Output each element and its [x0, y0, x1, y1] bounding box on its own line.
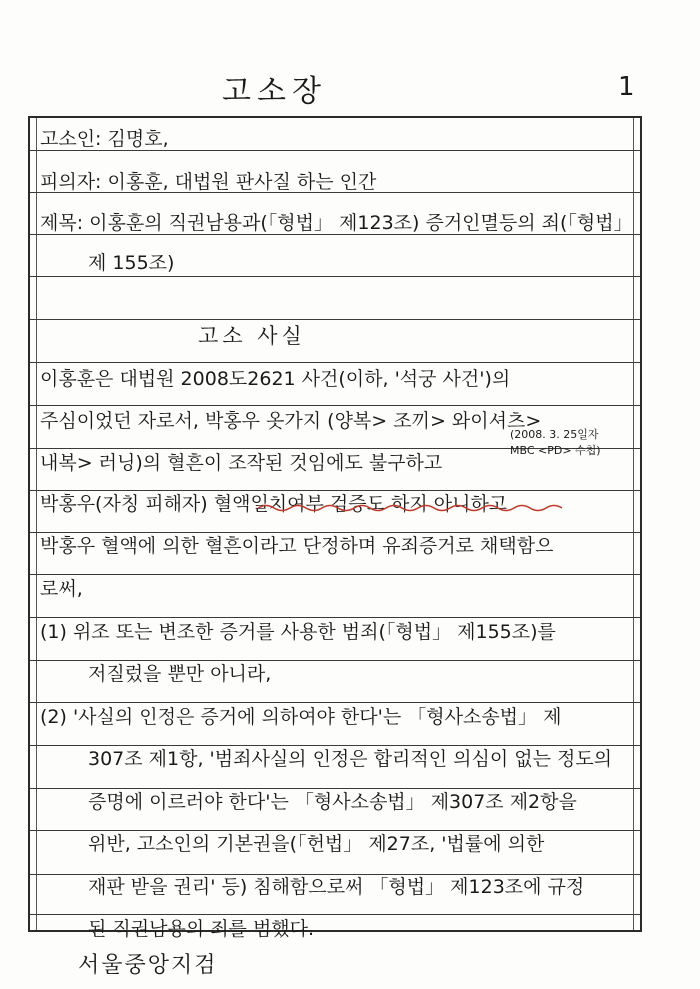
court-name: 서울중앙지검	[78, 953, 218, 978]
text-line: (2) '사실의 인정은 증거에 의하여야 한다'는 「형사소송법」 제	[40, 706, 562, 728]
right-margin-line	[633, 118, 634, 930]
text-line: 내복> 러닝)의 혈흔이 조작된 것임에도 불구하고	[40, 452, 443, 474]
rule-line	[30, 362, 640, 363]
text-line: 로써,	[40, 578, 83, 600]
text-line: 주심이었던 자로서, 박홍우 옷가지 (양복> 조끼> 와이셔츠>	[40, 410, 542, 432]
document-title: 고소장	[222, 74, 327, 109]
text-line: 이홍훈은 대법원 2008도2621 사건(이하, '석궁 사건')의	[40, 368, 511, 390]
side-note-line-1: (2008. 3. 25일자	[510, 428, 599, 441]
page-number: 1	[618, 72, 636, 102]
text-line: 고소 사실	[198, 324, 306, 348]
text-line: 제목: 이홍훈의 직권남용과(「형법」 제123조) 증거인멸등의 죄(「형법」	[40, 212, 633, 234]
text-line: 된 직권남용의 죄를 범했다.	[88, 918, 315, 940]
text-line: 위반, 고소인의 기본권을(「헌법」 제27조, '법률에 의한	[88, 833, 545, 855]
text-line: 제 155조)	[88, 252, 175, 274]
rule-line	[30, 319, 640, 320]
text-line: 피의자: 이홍훈, 대법원 판사질 하는 인간	[40, 171, 377, 193]
text-line: 박홍우 혈액에 의한 혈흔이라고 단정하며 유죄증거로 채택함으	[40, 535, 554, 557]
text-line: 재판 받을 권리' 등) 침해함으로써 「형법」 제123조에 규정	[88, 876, 585, 898]
side-note-line-2: MBC <PD> 수첩)	[510, 444, 601, 457]
rule-line	[30, 276, 640, 277]
text-line: 증명에 이르러야 한다'는 「형사소송법」 제307조 제2항을	[88, 791, 577, 813]
left-margin-line	[36, 118, 37, 930]
text-line: (1) 위조 또는 변조한 증거를 사용한 범죄(「형법」 제155조)를	[40, 621, 556, 643]
text-line: 307조 제1항, '범죄사실의 인정은 합리적인 의심이 없는 정도의	[88, 748, 613, 770]
text-line: 박홍우(자칭 피해자) 혈액일치여부 검증도 하지 아니하고	[40, 493, 508, 515]
red-wavy-underline	[258, 503, 568, 513]
text-line: 저질렀을 뿐만 아니라,	[88, 663, 272, 685]
rule-line	[30, 574, 640, 575]
text-line: 고소인: 김명호,	[40, 128, 169, 150]
